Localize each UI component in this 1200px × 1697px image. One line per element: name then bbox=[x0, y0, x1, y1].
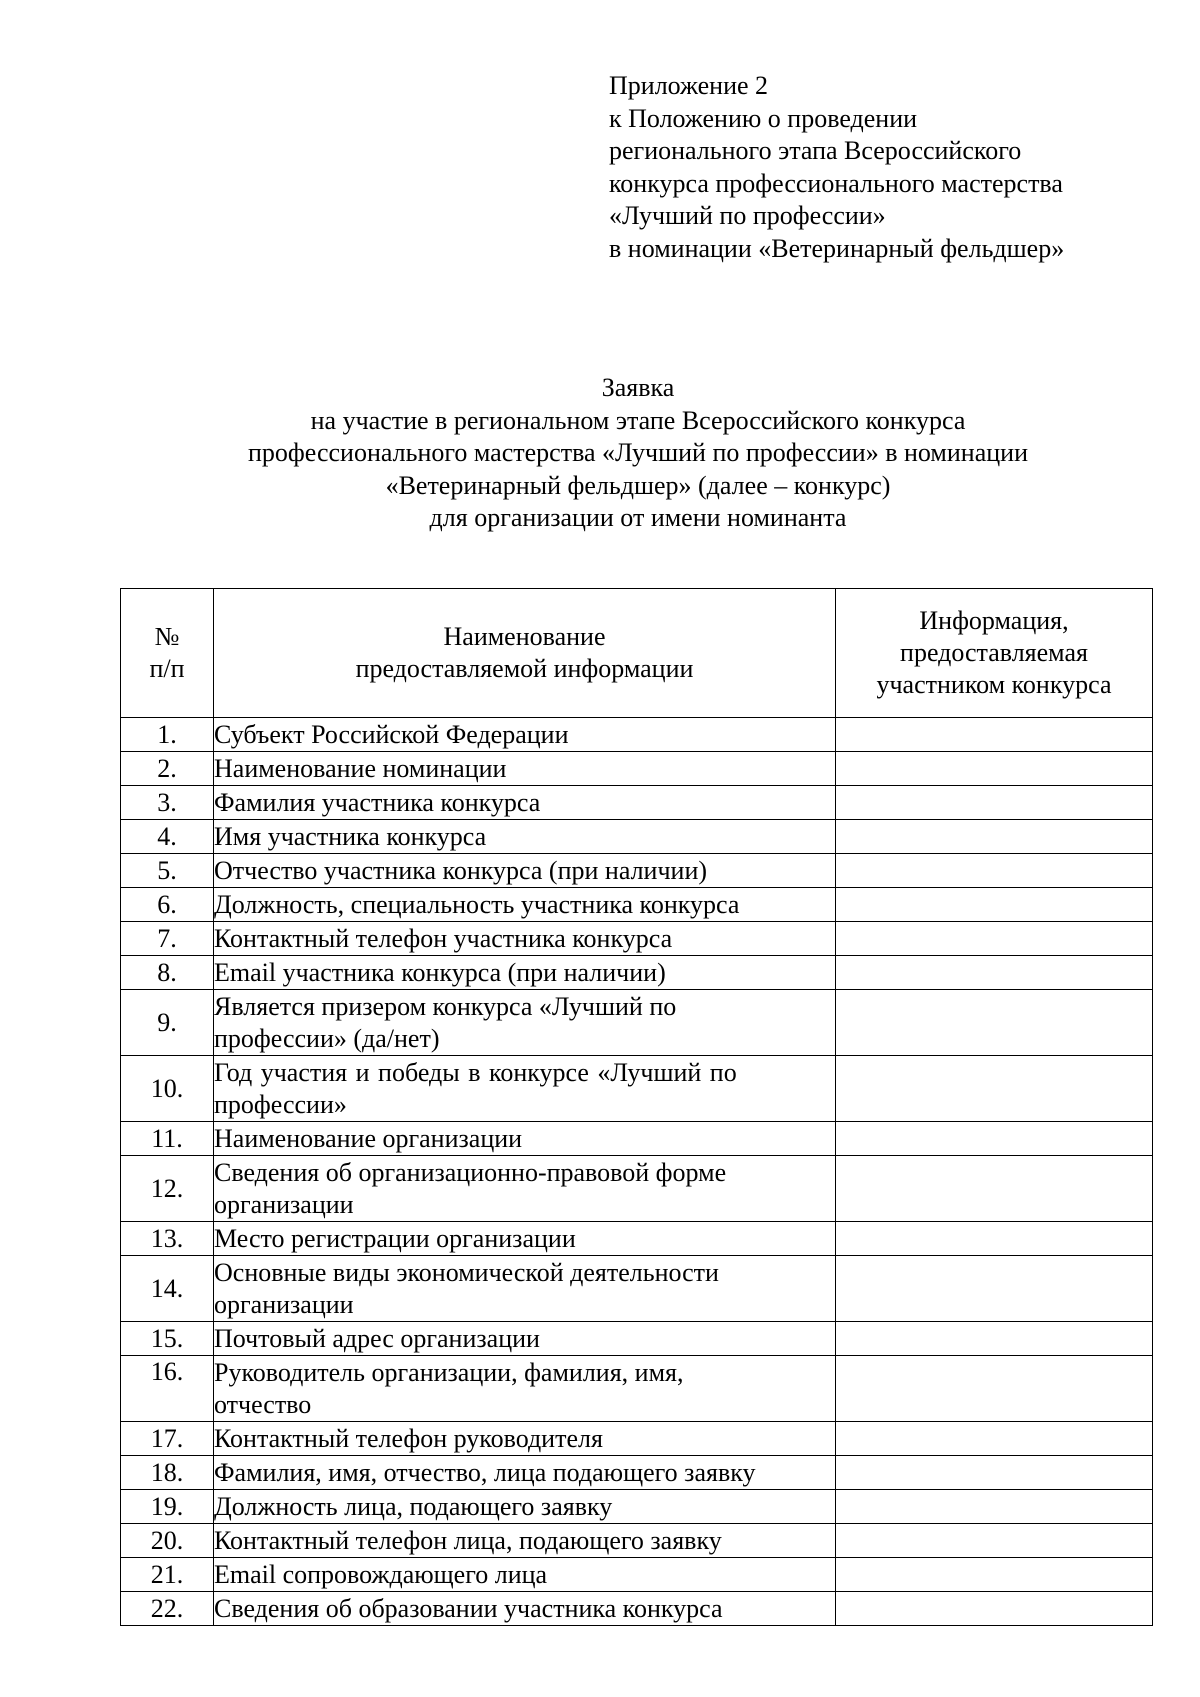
row-label bbox=[214, 990, 836, 1056]
table-row bbox=[121, 1422, 1153, 1456]
row-label-line: Наименование номинации bbox=[214, 753, 507, 783]
header-info bbox=[836, 589, 1153, 718]
row-label-line: Год участия и победы в конкурсе «Лучший по bbox=[214, 1057, 737, 1087]
table-row bbox=[121, 888, 1153, 922]
header-name-line: предоставляемой информации bbox=[355, 654, 694, 683]
row-label-line: Фамилия, имя, отчество, лица подающего заявку bbox=[214, 1457, 756, 1487]
row-label bbox=[214, 1122, 836, 1156]
table-row bbox=[121, 1222, 1153, 1256]
title-line: «Ветеринарный фельдшер» (далее – конкурс) bbox=[385, 470, 891, 500]
appendix-line: Приложение 2 bbox=[609, 71, 769, 100]
row-label-line: отчество bbox=[214, 1389, 312, 1419]
row-label-line: Должность лица, подающего заявку bbox=[214, 1491, 613, 1521]
table-row bbox=[121, 820, 1153, 854]
table-row bbox=[121, 1122, 1153, 1156]
row-label bbox=[214, 1356, 836, 1422]
row-number: 22. bbox=[121, 1592, 214, 1626]
appendix-line: к Положению о проведении bbox=[609, 103, 918, 133]
row-label-line: Контактный телефон руководителя bbox=[214, 1423, 603, 1453]
header-name bbox=[214, 589, 836, 718]
title-line: на участие в региональном этапе Всероссийского конкурса bbox=[310, 405, 966, 435]
row-info-cell bbox=[836, 1222, 1153, 1256]
row-info-cell bbox=[836, 922, 1153, 956]
appendix-line: конкурса профессионального мастерства bbox=[609, 168, 1063, 198]
row-label bbox=[214, 888, 836, 922]
appendix-line: регионального этапа Всероссийского bbox=[609, 136, 1022, 165]
row-label-line: Имя участника конкурса bbox=[214, 821, 487, 851]
title-line: профессионального мастерства «Лучший по профессии» в номинации bbox=[248, 438, 1028, 467]
row-info-cell bbox=[836, 1122, 1153, 1156]
row-label-line: Сведения об организационно-правовой форме bbox=[214, 1157, 727, 1187]
row-label bbox=[214, 1558, 836, 1592]
appendix-line: в номинации «Ветеринарный фельдшер» bbox=[609, 233, 1065, 263]
header-info-line: предоставляемая bbox=[900, 638, 1088, 667]
document-title bbox=[0, 372, 1200, 535]
row-label bbox=[214, 1422, 836, 1456]
row-label-line: профессии» bbox=[214, 1089, 347, 1119]
row-label-line: Сведения об образовании участника конкурса bbox=[214, 1593, 723, 1623]
row-info-cell bbox=[836, 956, 1153, 990]
row-info-cell bbox=[836, 888, 1153, 922]
table-row bbox=[121, 854, 1153, 888]
row-label-line: Отчество участника конкурса (при наличии) bbox=[214, 855, 708, 885]
row-number: 18. bbox=[121, 1456, 214, 1490]
row-label bbox=[214, 1222, 836, 1256]
application-table bbox=[120, 588, 1153, 1626]
row-number: 12. bbox=[121, 1156, 214, 1222]
row-label bbox=[214, 786, 836, 820]
row-info-cell bbox=[836, 1256, 1153, 1322]
row-label-line: Контактный телефон участника конкурса bbox=[214, 923, 673, 953]
row-info-cell bbox=[836, 990, 1153, 1056]
table-row bbox=[121, 1156, 1153, 1222]
row-info-cell bbox=[836, 1456, 1153, 1490]
row-label bbox=[214, 752, 836, 786]
table-row bbox=[121, 1056, 1153, 1122]
row-label-line: Руководитель организации, фамилия, имя, bbox=[214, 1357, 684, 1387]
table-row bbox=[121, 1524, 1153, 1558]
row-info-cell bbox=[836, 752, 1153, 786]
row-number: 8. bbox=[121, 956, 214, 990]
row-label bbox=[214, 1456, 836, 1490]
row-info-cell bbox=[836, 1056, 1153, 1122]
row-info-cell bbox=[836, 786, 1153, 820]
row-info-cell bbox=[836, 1524, 1153, 1558]
row-label-line: Основные виды экономической деятельности bbox=[214, 1257, 719, 1287]
title-line: для организации от имени номинанта bbox=[429, 503, 847, 532]
row-number: 11. bbox=[121, 1122, 214, 1156]
row-label bbox=[214, 922, 836, 956]
row-label bbox=[214, 854, 836, 888]
row-label-line: Контактный телефон лица, подающего заявку bbox=[214, 1525, 722, 1555]
table-header-row bbox=[121, 589, 1153, 718]
row-label-line: Должность, специальность участника конкурса bbox=[214, 889, 740, 919]
header-info-line: участником конкурса bbox=[876, 670, 1112, 699]
row-info-cell bbox=[836, 1356, 1153, 1422]
row-number: 3. bbox=[121, 786, 214, 820]
table-row bbox=[121, 1592, 1153, 1626]
row-number: 20. bbox=[121, 1524, 214, 1558]
row-number: 4. bbox=[121, 820, 214, 854]
row-label bbox=[214, 956, 836, 990]
appendix-note bbox=[609, 70, 1064, 265]
row-label-line: организации bbox=[214, 1289, 354, 1319]
row-number: 10. bbox=[121, 1056, 214, 1122]
header-name-line: Наименование bbox=[443, 622, 606, 651]
table-row bbox=[121, 922, 1153, 956]
appendix-line: «Лучший по профессии» bbox=[609, 201, 886, 230]
row-number: 9. bbox=[121, 990, 214, 1056]
table-row bbox=[121, 1356, 1153, 1422]
row-number: 2. bbox=[121, 752, 214, 786]
table-row bbox=[121, 752, 1153, 786]
row-number: 21. bbox=[121, 1558, 214, 1592]
row-number: 5. bbox=[121, 854, 214, 888]
row-label-line: Является призером конкурса «Лучший по bbox=[214, 991, 677, 1021]
row-label bbox=[214, 1156, 836, 1222]
row-info-cell bbox=[836, 1490, 1153, 1524]
row-label-line: Email участника конкурса (при наличии) bbox=[214, 957, 666, 987]
table-row bbox=[121, 1558, 1153, 1592]
table-row bbox=[121, 1490, 1153, 1524]
header-number-line: № bbox=[154, 622, 180, 651]
row-number: 7. bbox=[121, 922, 214, 956]
row-info-cell bbox=[836, 1558, 1153, 1592]
row-label-line: Субъект Российской Федерации bbox=[214, 719, 569, 749]
header-info-line: Информация, bbox=[919, 606, 1069, 635]
row-label bbox=[214, 1056, 836, 1122]
row-info-cell bbox=[836, 1422, 1153, 1456]
row-label bbox=[214, 1490, 836, 1524]
row-label bbox=[214, 718, 836, 752]
row-info-cell bbox=[836, 1322, 1153, 1356]
row-label-line: Фамилия участника конкурса bbox=[214, 787, 541, 817]
row-info-cell bbox=[836, 1156, 1153, 1222]
table-row bbox=[121, 1256, 1153, 1322]
row-label bbox=[214, 1322, 836, 1356]
row-label-line: организации bbox=[214, 1189, 354, 1219]
row-label bbox=[214, 1256, 836, 1322]
table-row bbox=[121, 718, 1153, 752]
row-number: 1. bbox=[121, 718, 214, 752]
title-line: Заявка bbox=[601, 373, 675, 402]
row-label-line: Почтовый адрес организации bbox=[214, 1323, 540, 1353]
row-label bbox=[214, 820, 836, 854]
row-info-cell bbox=[836, 1592, 1153, 1626]
row-label bbox=[214, 1524, 836, 1558]
header-number-line: п/п bbox=[149, 654, 185, 683]
row-number: 19. bbox=[121, 1490, 214, 1524]
table-row bbox=[121, 1322, 1153, 1356]
row-label-line: Наименование организации bbox=[214, 1123, 523, 1153]
table-row bbox=[121, 1456, 1153, 1490]
row-label-line: Email сопровождающего лица bbox=[214, 1559, 548, 1589]
row-number: 16. bbox=[121, 1356, 214, 1422]
table-row bbox=[121, 786, 1153, 820]
table-row bbox=[121, 956, 1153, 990]
row-info-cell bbox=[836, 820, 1153, 854]
row-info-cell bbox=[836, 854, 1153, 888]
table-row bbox=[121, 990, 1153, 1056]
row-label-line: Место регистрации организации bbox=[214, 1223, 576, 1253]
row-number: 15. bbox=[121, 1322, 214, 1356]
row-number: 6. bbox=[121, 888, 214, 922]
row-info-cell bbox=[836, 718, 1153, 752]
row-number: 13. bbox=[121, 1222, 214, 1256]
row-number: 17. bbox=[121, 1422, 214, 1456]
header-number bbox=[121, 589, 214, 718]
row-label-line: профессии» (да/нет) bbox=[214, 1023, 440, 1053]
row-number: 14. bbox=[121, 1256, 214, 1322]
row-label bbox=[214, 1592, 836, 1626]
